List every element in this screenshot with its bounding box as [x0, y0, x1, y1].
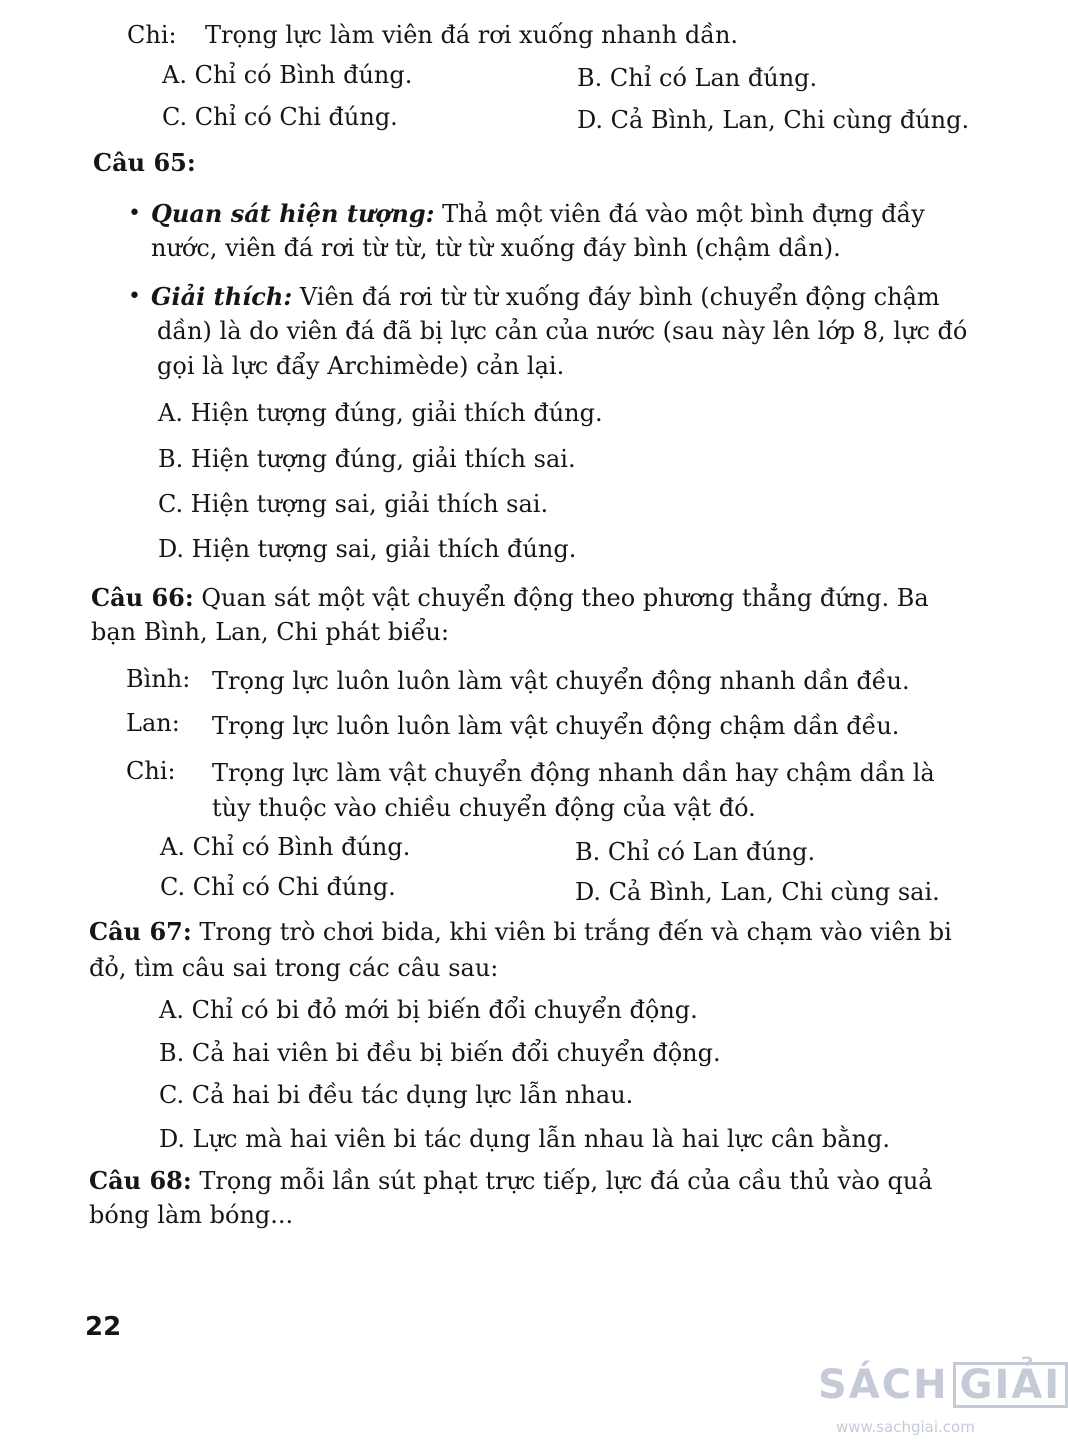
q67-option-a: A. Chỉ có bi đỏ mới bị biến đổi chuyển động. [159, 996, 698, 1024]
watermark-site: www.sachgiai.com [836, 1418, 975, 1436]
q68-title: Câu 68: [89, 1166, 192, 1195]
q66-option-d: D. Cả Bình, Lan, Chi cùng sai. [575, 878, 940, 906]
q66-stem-line1 [91, 583, 929, 613]
page-number: 22 [85, 1312, 122, 1342]
q68-stem-line1 [89, 1166, 933, 1196]
q67-title: Câu 67: [89, 917, 192, 946]
q66-option-c: C. Chỉ có Chi đúng. [160, 873, 396, 901]
q65-observation-line2: nước, viên đá rơi từ từ, từ từ xuống đáy bình (chậm dần). [151, 234, 841, 262]
q65-explanation-line3: gọi là lực đẩy Archimède) cản lại. [157, 352, 565, 380]
q66-stem-text: Quan sát một vật chuyển động theo phương thẳng đứng. Ba [201, 584, 929, 612]
q68-stem-line2: bóng làm bóng... [89, 1201, 294, 1229]
q66-chi-label: Chi: [126, 757, 176, 785]
q67-option-c: C. Cả hai bi đều tác dụng lực lẫn nhau. [159, 1081, 634, 1109]
q68-stem-text: Trọng mỗi lần sút phạt trực tiếp, lực đá của cầu thủ vào quả [199, 1167, 933, 1195]
q66-binh-label: Bình: [126, 665, 191, 693]
q65-option-a: A. Hiện tượng đúng, giải thích đúng. [158, 399, 603, 427]
watermark-brand-left: SÁCH [818, 1362, 949, 1408]
q65-title-text: Câu 65: [93, 148, 196, 177]
q67-stem-text: Trong trò chơi bida, khi viên bi trắng đến và chạm vào viên bi [199, 918, 952, 946]
q65-title [93, 148, 196, 178]
q64-option-c: C. Chỉ có Chi đúng. [162, 103, 398, 131]
q64-option-a: A. Chỉ có Bình đúng. [162, 61, 413, 89]
q66-chi-statement-line2: tùy thuộc vào chiều chuyển động của vật đó. [212, 794, 756, 822]
q66-option-a: A. Chỉ có Bình đúng. [160, 833, 411, 861]
q67-option-d: D. Lực mà hai viên bi tác dụng lẫn nhau là hai lực cân bằng. [159, 1125, 890, 1153]
q64-chi-statement: Trọng lực làm viên đá rơi xuống nhanh dần. [205, 21, 739, 49]
q67-stem-line1 [89, 917, 952, 947]
q66-title: Câu 66: [91, 583, 194, 612]
q66-binh-statement: Trọng lực luôn luôn làm vật chuyển động nhanh dần đều. [212, 667, 910, 695]
q65-observation-line1 [151, 199, 925, 229]
q66-option-b: B. Chỉ có Lan đúng. [575, 838, 816, 866]
q66-stem-line2: bạn Bình, Lan, Chi phát biểu: [91, 618, 450, 646]
q67-stem-line2: đỏ, tìm câu sai trong các câu sau: [89, 954, 499, 982]
q65-observation-text: Thả một viên đá vào một bình đựng đầy [442, 200, 925, 228]
bullet-icon: • [128, 284, 141, 309]
q65-option-b: B. Hiện tượng đúng, giải thích sai. [158, 445, 576, 473]
q65-option-c: C. Hiện tượng sai, giải thích sai. [158, 490, 549, 518]
watermark-logo [818, 1362, 1068, 1408]
q65-explanation-label: Giải thích: [151, 282, 293, 311]
q65-observation-label: Quan sát hiện tượng: [151, 199, 435, 228]
q66-lan-label: Lan: [126, 709, 180, 737]
q64-option-b: B. Chỉ có Lan đúng. [577, 64, 818, 92]
bullet-icon: • [128, 201, 141, 226]
watermark-brand-box: GIẢI [953, 1362, 1068, 1408]
q67-option-b: B. Cả hai viên bi đều bị biến đổi chuyển động. [159, 1039, 721, 1067]
q66-lan-statement: Trọng lực luôn luôn làm vật chuyển động chậm dần đều. [212, 712, 900, 740]
q64-option-d: D. Cả Bình, Lan, Chi cùng đúng. [577, 106, 970, 134]
q66-chi-statement-line1: Trọng lực làm vật chuyển động nhanh dần hay chậm dần là [212, 759, 935, 787]
q64-chi-label: Chi: [127, 21, 177, 49]
q65-explanation-text: Viên đá rơi từ từ xuống đáy bình (chuyển động chậm [299, 283, 940, 311]
q65-option-d: D. Hiện tượng sai, giải thích đúng. [158, 535, 577, 563]
q65-explanation-line2: dần) là do viên đá đã bị lực cản của nước (sau này lên lớp 8, lực đó [157, 317, 968, 345]
q65-explanation-line1 [151, 282, 940, 312]
